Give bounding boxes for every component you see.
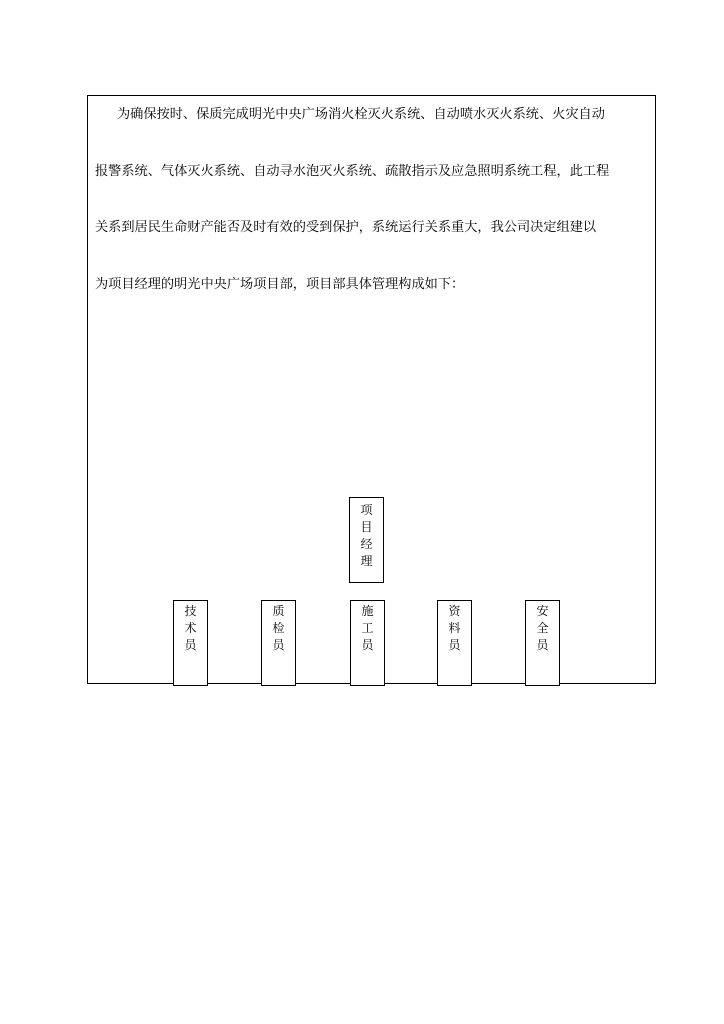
- construction-worker-box: [350, 600, 385, 686]
- paragraph-line-4: 为项目经理的明光中央广场项目部，项目部具体管理构成如下：: [95, 277, 465, 292]
- role-char: 员: [184, 638, 197, 652]
- role-char: 员: [536, 638, 549, 652]
- document-frame: [87, 95, 656, 684]
- technician-box: [173, 600, 208, 686]
- role-char: 员: [272, 638, 285, 652]
- quality-inspector-box: [261, 600, 296, 686]
- role-char: 员: [361, 638, 374, 652]
- role-char: 工: [361, 621, 374, 635]
- role-char: 资: [448, 604, 461, 618]
- role-char: 质: [272, 604, 285, 618]
- manager-char: 目: [360, 520, 373, 534]
- role-char: 施: [361, 604, 374, 618]
- manager-char: 理: [360, 554, 373, 568]
- role-char: 技: [184, 604, 197, 618]
- role-char: 检: [272, 621, 285, 635]
- paragraph-line-3: 关系到居民生命财产能否及时有效的受到保护，系统运行关系重大，我公司决定组建以: [95, 220, 597, 235]
- paragraph-line-1: 为确保按时、保质完成明光中央广场消火栓灭火系统、自动喷水灭火系统、火灾自动: [117, 107, 605, 122]
- safety-officer-box: [525, 600, 560, 686]
- paragraph-line-2: 报警系统、气体灭火系统、自动寻水泡灭火系统、疏散指示及应急照明系统工程，此工程: [95, 164, 610, 179]
- role-char: 料: [448, 621, 461, 635]
- document-clerk-box: [437, 600, 472, 686]
- manager-char: 经: [360, 537, 373, 551]
- role-char: 员: [448, 638, 461, 652]
- role-char: 术: [184, 621, 197, 635]
- role-char: 安: [536, 604, 549, 618]
- project-manager-box: [349, 497, 384, 583]
- manager-char: 项: [360, 503, 373, 517]
- role-char: 全: [536, 621, 549, 635]
